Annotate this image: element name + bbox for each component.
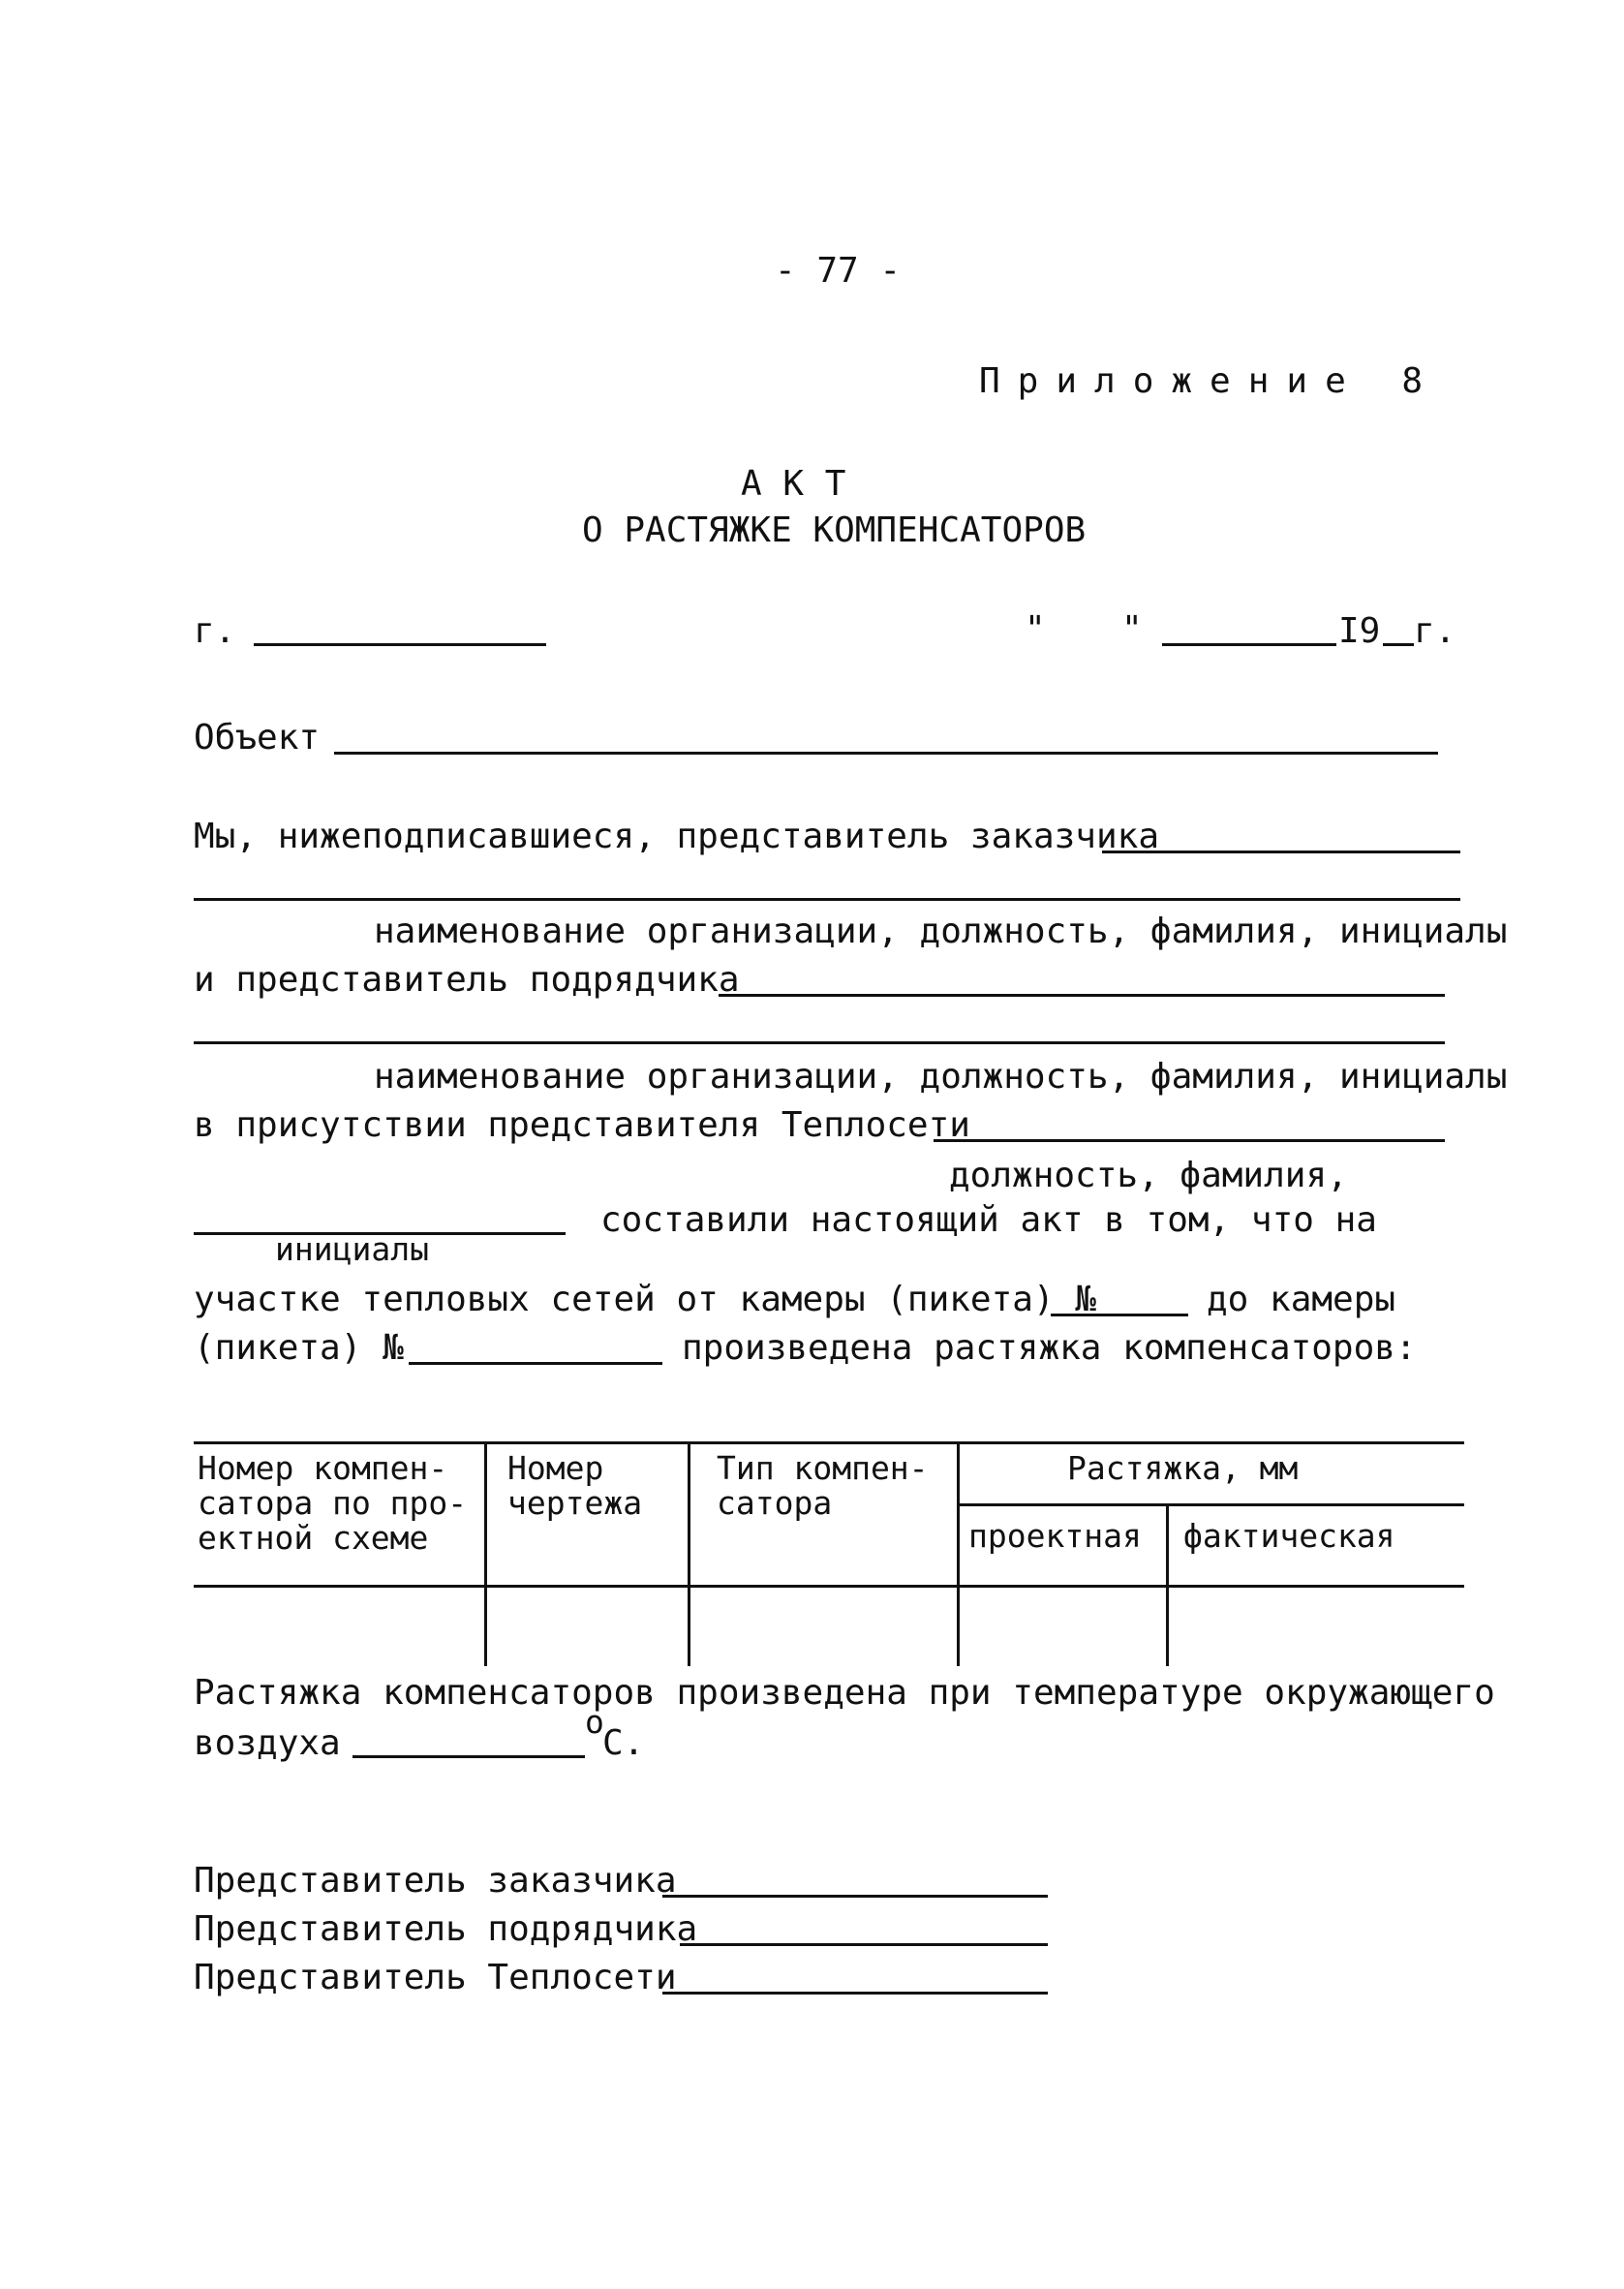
signature-heating-blank[interactable] xyxy=(662,1992,1048,1995)
contractor-rep-line-2[interactable] xyxy=(194,1041,1445,1044)
air-label: воздуха xyxy=(194,1723,341,1763)
object-label: Объект xyxy=(194,718,321,758)
date-month-blank[interactable] xyxy=(1162,643,1336,646)
header-compensator-no-2: сатора по про- xyxy=(198,1484,468,1522)
to-chamber-text: до камеры xyxy=(1207,1280,1396,1319)
page-number: - 77 - xyxy=(775,251,902,291)
header-compensator-type-1: Тип компен- xyxy=(717,1449,929,1487)
table-row[interactable] xyxy=(194,1589,1464,1666)
act-subtitle: О РАСТЯЖКЕ КОМПЕНСАТОРОВ xyxy=(582,510,1087,550)
celsius-unit: С. xyxy=(602,1723,645,1763)
degree-sign: о xyxy=(585,1703,604,1741)
temperature-blank[interactable] xyxy=(352,1755,585,1758)
table-group-divider xyxy=(957,1503,1464,1506)
signature-contractor-label: Представитель подрядчика xyxy=(194,1909,698,1949)
date-quote-open: " xyxy=(1025,609,1046,649)
object-blank[interactable] xyxy=(334,752,1438,755)
presence-rep-text: в присутствии представителя Теплосети xyxy=(194,1105,970,1145)
position-caption: должность, фамилия, xyxy=(949,1156,1348,1195)
customer-rep-line-2[interactable] xyxy=(194,898,1460,901)
city-blank[interactable] xyxy=(254,643,546,646)
header-compensator-type-2: сатора xyxy=(717,1484,833,1522)
section-from-text: участке тепловых сетей от камеры (пикета) № xyxy=(194,1280,1096,1319)
contractor-rep-text: и представитель подрядчика xyxy=(194,960,740,1000)
initials-caption: инициалы xyxy=(275,1230,429,1268)
act-title: А К Т xyxy=(741,464,846,504)
org-caption-1: наименование организации, должность, фамилия, инициалы xyxy=(374,912,1508,951)
year-blank[interactable] xyxy=(1383,643,1414,646)
customer-rep-blank[interactable] xyxy=(1102,851,1460,853)
picket-no-text: (пикета) № xyxy=(194,1328,404,1368)
header-compensator-no-1: Номер компен- xyxy=(198,1449,448,1487)
heating-rep-blank[interactable] xyxy=(934,1139,1445,1142)
we-signed-text: Мы, нижеподписавшиеся, представитель заказчика xyxy=(194,817,1159,856)
temperature-text: Растяжка компенсаторов произведена при температуре окружающего xyxy=(194,1673,1495,1713)
compiled-act-text: составили настоящий акт в том, что на xyxy=(600,1200,1377,1240)
header-design-value: проектная xyxy=(968,1517,1142,1555)
chamber-from-blank[interactable] xyxy=(1051,1314,1188,1316)
header-compensator-no-3: ектной схеме xyxy=(198,1519,429,1557)
signature-contractor-blank[interactable] xyxy=(680,1943,1048,1946)
header-drawing-no-2: чертежа xyxy=(507,1484,643,1522)
stretch-done-text: произведена растяжка компенсаторов: xyxy=(682,1328,1417,1368)
table-header-bottom xyxy=(194,1585,1464,1588)
contractor-rep-blank[interactable] xyxy=(719,994,1445,997)
table-top-border xyxy=(194,1441,1464,1444)
signature-customer-label: Представитель заказчика xyxy=(194,1861,677,1901)
city-label: г. xyxy=(194,611,236,651)
year-prefix: I9 xyxy=(1338,611,1381,651)
signature-customer-blank[interactable] xyxy=(662,1895,1048,1898)
picket-to-blank[interactable] xyxy=(409,1362,662,1365)
appendix-label: Приложение 8 xyxy=(979,361,1441,401)
date-quote-close: " xyxy=(1121,609,1143,649)
org-caption-2: наименование организации, должность, фамилия, инициалы xyxy=(374,1057,1508,1097)
year-suffix: г. xyxy=(1414,611,1456,651)
header-drawing-no-1: Номер xyxy=(507,1449,604,1487)
signature-heating-label: Представитель Теплосети xyxy=(194,1958,677,1997)
header-stretch-group: Растяжка, мм xyxy=(1067,1449,1299,1487)
header-actual-value: фактическая xyxy=(1183,1517,1395,1555)
